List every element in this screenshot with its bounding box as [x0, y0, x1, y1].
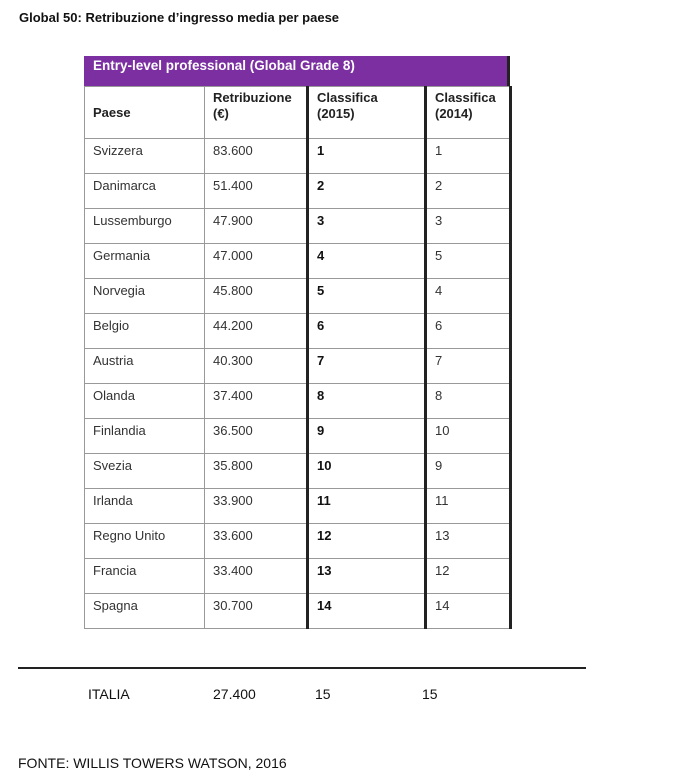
cell-rank-2014: 4: [426, 279, 511, 314]
cell-rank-2015: 2: [308, 174, 426, 209]
cell-country: Norvegia: [85, 279, 205, 314]
cell-rank-2014: 10: [426, 419, 511, 454]
cell-rank-2015: 6: [308, 314, 426, 349]
cell-rank-2014: 12: [426, 559, 511, 594]
table-row: [85, 244, 511, 279]
cell-rank-2015: 5: [308, 279, 426, 314]
table-row: [85, 594, 511, 629]
cell-rank-2015: 3: [308, 209, 426, 244]
cell-country: Irlanda: [85, 489, 205, 524]
table-row: [85, 454, 511, 489]
cell-salary: 37.400: [205, 384, 308, 419]
italia-rank-2014: 15: [422, 686, 438, 702]
table-header-row: [85, 87, 511, 139]
table-row: [85, 489, 511, 524]
cell-rank-2014: 1: [426, 139, 511, 174]
table-row: [85, 314, 511, 349]
italia-row: [0, 686, 680, 706]
table-row: [85, 524, 511, 559]
salary-table: [84, 86, 512, 629]
italia-salary: 27.400: [213, 686, 256, 702]
source-note: FONTE: WILLIS TOWERS WATSON, 2016: [18, 755, 287, 771]
cell-rank-2015: 12: [308, 524, 426, 559]
italia-rank-2015: 15: [315, 686, 331, 702]
cell-country: Olanda: [85, 384, 205, 419]
table-banner: Entry-level professional (Global Grade 8): [84, 56, 510, 86]
cell-country: Finlandia: [85, 419, 205, 454]
cell-rank-2014: 3: [426, 209, 511, 244]
cell-salary: 83.600: [205, 139, 308, 174]
cell-salary: 33.900: [205, 489, 308, 524]
cell-country: Lussemburgo: [85, 209, 205, 244]
cell-rank-2014: 13: [426, 524, 511, 559]
cell-rank-2014: 5: [426, 244, 511, 279]
table-row: [85, 139, 511, 174]
cell-salary: 44.200: [205, 314, 308, 349]
header-rank-2014: Classifica (2014): [426, 87, 511, 139]
cell-salary: 30.700: [205, 594, 308, 629]
table-row: [85, 559, 511, 594]
cell-rank-2015: 1: [308, 139, 426, 174]
cell-rank-2015: 10: [308, 454, 426, 489]
cell-rank-2014: 9: [426, 454, 511, 489]
table-row: [85, 419, 511, 454]
cell-rank-2015: 7: [308, 349, 426, 384]
cell-salary: 47.000: [205, 244, 308, 279]
cell-rank-2014: 11: [426, 489, 511, 524]
cell-country: Regno Unito: [85, 524, 205, 559]
cell-rank-2014: 7: [426, 349, 511, 384]
cell-salary: 35.800: [205, 454, 308, 489]
cell-rank-2014: 2: [426, 174, 511, 209]
cell-rank-2015: 13: [308, 559, 426, 594]
table-row: [85, 384, 511, 419]
cell-salary: 33.400: [205, 559, 308, 594]
cell-salary: 33.600: [205, 524, 308, 559]
table-body: [85, 139, 511, 629]
table-row: [85, 174, 511, 209]
cell-country: Spagna: [85, 594, 205, 629]
table-row: [85, 349, 511, 384]
cell-country: Francia: [85, 559, 205, 594]
cell-rank-2015: 4: [308, 244, 426, 279]
cell-rank-2014: 8: [426, 384, 511, 419]
cell-salary: 40.300: [205, 349, 308, 384]
header-country: Paese: [85, 87, 205, 139]
cell-country: Belgio: [85, 314, 205, 349]
cell-rank-2014: 14: [426, 594, 511, 629]
cell-salary: 36.500: [205, 419, 308, 454]
cell-salary: 45.800: [205, 279, 308, 314]
table-row: [85, 209, 511, 244]
italia-country: ITALIA: [88, 686, 130, 702]
header-rank-2015: Classifica (2015): [308, 87, 426, 139]
page-title: Global 50: Retribuzione d’ingresso media per paese: [19, 10, 340, 25]
cell-rank-2015: 11: [308, 489, 426, 524]
cell-salary: 51.400: [205, 174, 308, 209]
cell-country: Svizzera: [85, 139, 205, 174]
cell-country: Austria: [85, 349, 205, 384]
salary-table-container: [84, 56, 510, 629]
cell-rank-2015: 9: [308, 419, 426, 454]
divider-line: [18, 667, 586, 669]
table-row: [85, 279, 511, 314]
cell-rank-2015: 8: [308, 384, 426, 419]
cell-rank-2015: 14: [308, 594, 426, 629]
header-salary: Retribuzione (€): [205, 87, 308, 139]
cell-country: Svezia: [85, 454, 205, 489]
cell-country: Germania: [85, 244, 205, 279]
cell-country: Danimarca: [85, 174, 205, 209]
cell-salary: 47.900: [205, 209, 308, 244]
cell-rank-2014: 6: [426, 314, 511, 349]
